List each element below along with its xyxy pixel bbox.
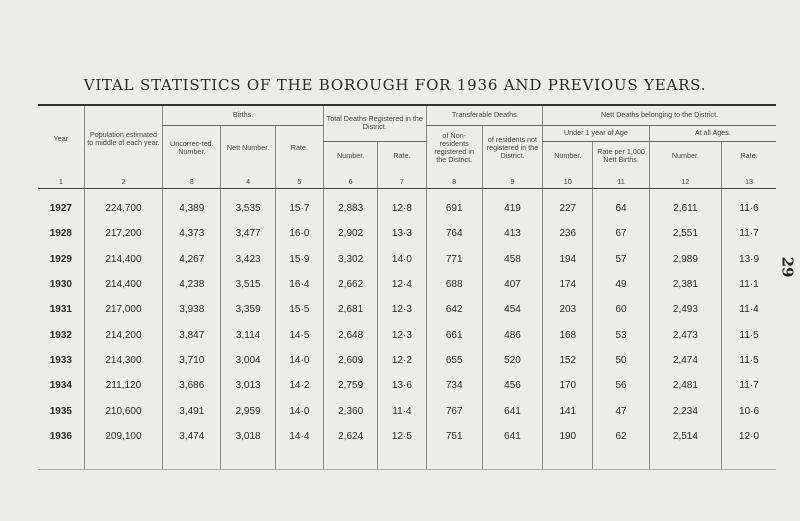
table-cell: 2,611 [649,196,721,221]
header-all-ages-rate: Rate. [722,141,776,171]
table-cell [543,189,593,197]
table-cell: 211,120 [84,373,162,398]
table-cell [324,449,378,470]
header-uncorrected-births: Uncorrec-ted. Number. [163,125,221,171]
table-cell: 141 [543,398,593,423]
table-cell [649,189,721,197]
table-cell: 11·7 [722,373,776,398]
table-cell: 11·5 [722,322,776,347]
table-cell: 751 [426,424,482,449]
table-cell: 2,360 [324,398,378,423]
table-cell: 4,238 [163,272,221,297]
table-row [38,221,776,246]
table-cell: 236 [543,221,593,246]
table-cell: 227 [543,196,593,221]
table-cell: 3,018 [221,424,275,449]
table-cell: 2,662 [324,272,378,297]
column-number: 8 [426,171,482,189]
vital-statistics-table [38,104,776,470]
table-cell: 49 [593,272,649,297]
table-row [38,373,776,398]
table-cell: 2,989 [649,247,721,272]
table-cell: 3,515 [221,272,275,297]
table-cell: 194 [543,247,593,272]
table-cell: 3,423 [221,247,275,272]
table-cell: 12·8 [378,196,426,221]
table-cell: 2,551 [649,221,721,246]
table-cell: 2,481 [649,373,721,398]
table-cell: 2,234 [649,398,721,423]
table-cell: 50 [593,348,649,373]
row-year: 1929 [49,253,72,265]
table-cell: 214,200 [84,322,162,347]
table-cell: 12·5 [378,424,426,449]
table-cell: 217,200 [84,221,162,246]
table-body [38,189,776,470]
table-cell: 2,474 [649,348,721,373]
table-cell: 2,648 [324,322,378,347]
table-cell: 655 [426,348,482,373]
table-cell: 214,300 [84,348,162,373]
table-cell: 3,302 [324,247,378,272]
column-number: 4 [221,171,275,189]
column-number: 13 [722,171,776,189]
header-residents-not-registered: of residents not registered in the District. [482,125,542,171]
table-cell: 764 [426,221,482,246]
header-transferable-deaths: Transferable Deaths [426,105,543,125]
table-row [38,348,776,373]
table-cell: 2,624 [324,424,378,449]
column-number: 10 [543,171,593,189]
table-cell: 3,474 [163,424,221,449]
table-cell: 458 [482,247,542,272]
header-under-1-year: Under 1 year of Age [543,125,650,141]
header-infant-rate: Rate per 1,000 Nett Births. [593,141,649,171]
table-cell: 152 [543,348,593,373]
table-row [38,297,776,322]
table-cell: 3,847 [163,322,221,347]
row-year: 1934 [49,380,72,392]
table-cell: 47 [593,398,649,423]
table-cell: 14·4 [275,424,323,449]
header-deaths-number: Number. [324,141,378,171]
table-cell: 2,514 [649,424,721,449]
table-cell: 67 [593,221,649,246]
table-cell: 174 [543,272,593,297]
table-cell: 14·0 [275,398,323,423]
table-cell: 520 [482,348,542,373]
table-cell: 3,359 [221,297,275,322]
table-cell: 56 [593,373,649,398]
column-number: 1 [38,171,84,189]
table-cell: 217,000 [84,297,162,322]
table-cell: 60 [593,297,649,322]
table-cell: 14·5 [275,322,323,347]
header-non-residents: of Non-residents registered in the District. [426,125,482,171]
table-cell [482,449,542,470]
table-cell [38,189,84,197]
table-cell [221,189,275,197]
table-cell: 3,535 [221,196,275,221]
table-cell: 11·5 [722,348,776,373]
table-cell: 11·4 [378,398,426,423]
table-cell: 641 [482,398,542,423]
table-cell: 3,004 [221,348,275,373]
table-cell: 12·2 [378,348,426,373]
row-year: 1928 [49,228,72,240]
column-number: 9 [482,171,542,189]
table-cell: 3,686 [163,373,221,398]
table-cell: 11·4 [722,297,776,322]
table-cell: 419 [482,196,542,221]
table-cell [275,449,323,470]
table-cell: 11·6 [722,196,776,221]
table-cell [324,189,378,197]
table-cell: 210,600 [84,398,162,423]
table-cell [543,449,593,470]
table-cell: 3,710 [163,348,221,373]
table-cell: 15·7 [275,196,323,221]
table-cell: 14·0 [378,247,426,272]
table-cell [593,189,649,197]
header-population: Population estimated to middle of each year. [84,105,162,171]
table-cell [163,449,221,470]
table-cell: 57 [593,247,649,272]
table-cell [84,189,162,197]
table-cell: 168 [543,322,593,347]
table-cell: 456 [482,373,542,398]
column-number: 7 [378,171,426,189]
header-infant-number: Number. [543,141,593,171]
header-birth-rate: Rate. [275,125,323,171]
table-cell: 13·6 [378,373,426,398]
table-cell: 62 [593,424,649,449]
table-cell [593,449,649,470]
table-cell: 214,400 [84,247,162,272]
table-cell: 15·5 [275,297,323,322]
row-year: 1927 [49,203,72,215]
row-year: 1931 [49,304,72,316]
table-cell: 734 [426,373,482,398]
table-cell: 16·4 [275,272,323,297]
table-cell [482,189,542,197]
table-cell: 3,938 [163,297,221,322]
table-cell: 2,902 [324,221,378,246]
column-number: 5 [275,171,323,189]
header-at-all-ages: At all Ages. [649,125,776,141]
table-cell: 14·2 [275,373,323,398]
table-cell: 2,473 [649,322,721,347]
table-cell: 413 [482,221,542,246]
page-number: 29 [778,256,797,278]
table-cell: 2,681 [324,297,378,322]
table-cell [38,449,84,470]
header-total-deaths: Total Deaths Registered in the District. [324,105,427,141]
table-cell: 454 [482,297,542,322]
table-cell: 203 [543,297,593,322]
table-cell: 486 [482,322,542,347]
header-all-ages-number: Number. [649,141,721,171]
table-cell: 2,883 [324,196,378,221]
table-cell [275,189,323,197]
row-year: 1935 [49,405,72,417]
header-deaths-rate: Rate. [378,141,426,171]
table-cell: 209,100 [84,424,162,449]
table-row [38,272,776,297]
table-cell: 3,477 [221,221,275,246]
row-year: 1933 [49,354,72,366]
table-cell: 15·9 [275,247,323,272]
table-cell: 642 [426,297,482,322]
table-cell: 691 [426,196,482,221]
header-births: Births. [163,105,324,125]
table-cell: 641 [482,424,542,449]
table-cell: 661 [426,322,482,347]
row-year: 1936 [49,430,72,442]
table-cell: 2,493 [649,297,721,322]
table-cell: 170 [543,373,593,398]
table-cell: 11·7 [722,221,776,246]
table-cell: 3,114 [221,322,275,347]
table-cell: 4,389 [163,196,221,221]
table-cell: 16·0 [275,221,323,246]
table-cell [378,449,426,470]
table-cell [426,449,482,470]
table-cell: 3,491 [163,398,221,423]
column-number: 3 [163,171,221,189]
column-number: 11 [593,171,649,189]
table-cell: 4,373 [163,221,221,246]
table-cell: 688 [426,272,482,297]
table-cell: 12·0 [722,424,776,449]
header-year: Year [38,105,84,171]
column-number: 6 [324,171,378,189]
table-cell: 2,959 [221,398,275,423]
header-nett-deaths: Nett Deaths belonging to the District. [543,105,776,125]
table-cell: 2,609 [324,348,378,373]
table-cell [426,189,482,197]
table-row [38,247,776,272]
table-cell: 12·4 [378,272,426,297]
table-cell [221,449,275,470]
row-year: 1930 [49,279,72,291]
table-cell: 13·3 [378,221,426,246]
table-cell: 11·1 [722,272,776,297]
table-cell: 13·9 [722,247,776,272]
table-cell [163,189,221,197]
table-cell: 4,267 [163,247,221,272]
header-nett-births: Nett Number. [221,125,275,171]
table-row [38,196,776,221]
row-year: 1932 [49,329,72,341]
table-cell: 10·6 [722,398,776,423]
table-cell: 14·0 [275,348,323,373]
table-cell: 2,759 [324,373,378,398]
table-cell: 12·3 [378,322,426,347]
column-number: 12 [649,171,721,189]
column-number: 2 [84,171,162,189]
table-cell [722,449,776,470]
table-cell: 12·3 [378,297,426,322]
table-cell: 214,400 [84,272,162,297]
table-cell: 771 [426,247,482,272]
table-cell [378,189,426,197]
table-row [38,424,776,449]
table-cell: 767 [426,398,482,423]
table-cell [722,189,776,197]
table-cell: 407 [482,272,542,297]
table-cell: 3,013 [221,373,275,398]
table-cell: 2,381 [649,272,721,297]
table-cell [649,449,721,470]
table-cell: 190 [543,424,593,449]
table-cell: 224,700 [84,196,162,221]
table-row [38,398,776,423]
page-title: VITAL STATISTICS OF THE BOROUGH FOR 1936 AND PREVIOUS YEARS. [83,76,707,94]
table-row [38,322,776,347]
table-cell [84,449,162,470]
table-cell: 64 [593,196,649,221]
table-cell: 53 [593,322,649,347]
